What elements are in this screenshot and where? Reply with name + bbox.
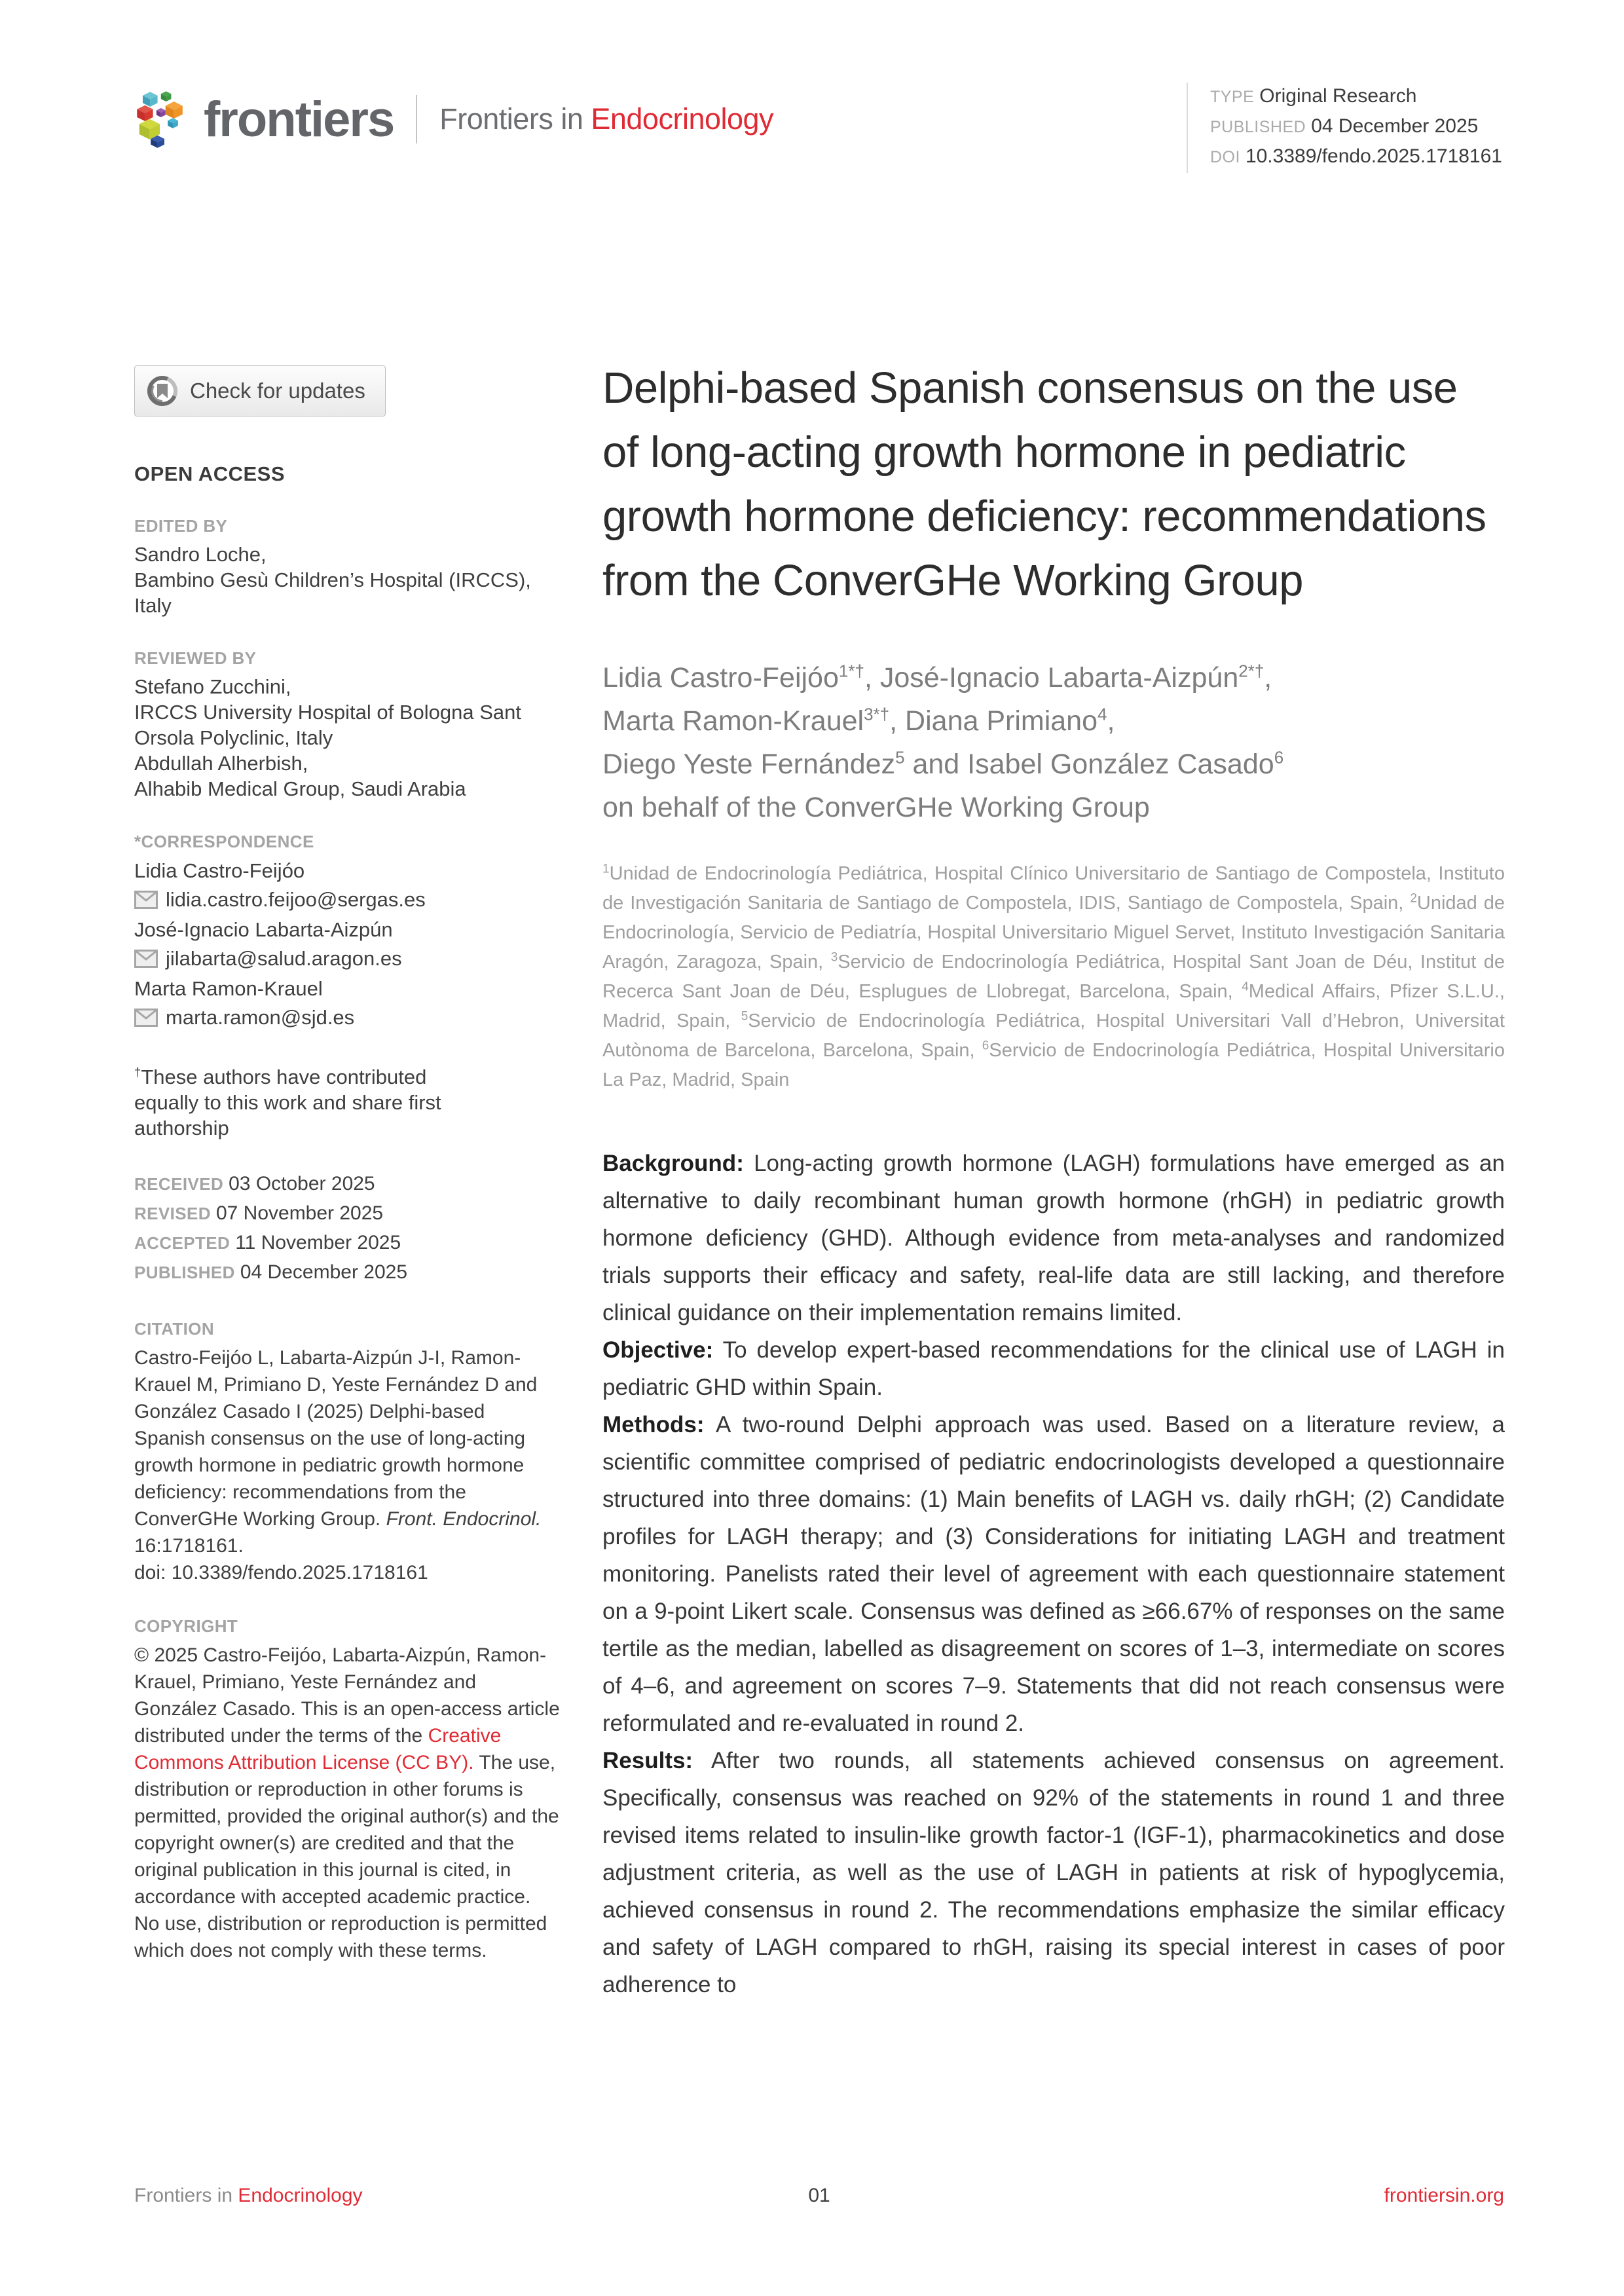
journal-name-red: Endocrinology (591, 102, 774, 136)
citation-label: CITATION (134, 1319, 215, 1339)
copyright-text (134, 1642, 560, 1964)
meta-type-value: Original Research (1259, 85, 1417, 107)
background-label: Background: (602, 1151, 744, 1176)
crossmark-icon (147, 375, 178, 407)
affiliations: $^1$Unidad de Endocrinología Pediátrica, Hospital Clínico Universitario de Santiago de Compostela, Instituto de Investigación Sanitaria de Santiago de Compostela, IDIS, Santiago de Compostela, Spain, $^2$Unidad de Endocrinología, Servicio de Pediatría, Hospital Universitario Miguel Servet, Instituto Investigación Sanitaria Aragón, Zaragoza, Spain, $^3$Servicio de Endocrinología Pediátrica, Hospital Sant Joan de Déu, Institut de Recerca Sant Joan de Déu, Esplugues de Llobregat, Barcelona, Spain, $^4$Medical Affairs, Pfizer S.L.U., Madrid, Spain, $^5$Servicio de Endocrinología Pediátrica, Hospital Universitari Vall d’Hebron, Universitat Autònoma de Barcelona, Barcelona, Spain, $^6$Servicio de Endocrinología Pediátrica, Hospital Universitario La Paz, Madrid, Spain (602, 862, 1505, 1090)
frontiers-logo-word: frontiers (204, 91, 394, 147)
citation-body: Castro-Feijóo L, Labarta-Aizpún J-I, Ramon-Krauel M, Primiano D, Yeste Fernández D and González Casado I (2025) Delphi-based Spanish consensus on the use of long-acting growth hormone in pediatric growth hormone deficiency: recommendations from the ConverGHe Working Group. (134, 1347, 538, 1530)
reviewer-entry (134, 674, 560, 750)
meta-type-label: TYPE (1209, 88, 1255, 106)
history-row (134, 1259, 560, 1289)
meta-doi-label: DOI (1209, 148, 1240, 166)
received-label: RECEIVED (134, 1174, 224, 1194)
correspondent-email-row[interactable] (134, 885, 560, 915)
copyright-section (134, 1616, 560, 1964)
reviewer-affiliation: Alhabib Medical Group, Saudi Arabia (134, 777, 466, 800)
edited-by-label: EDITED BY (134, 516, 228, 536)
dagger-symbol: † (134, 1065, 141, 1079)
article-title: Delphi-based Spanish consensus on the use of long-acting growth hormone in pediatric growth hormone deficiency: recommendations from the ConverGHe Working Group (602, 363, 1486, 605)
results-label: Results: (602, 1748, 693, 1773)
published-label: PUBLISHED (134, 1263, 235, 1282)
journal-name (439, 102, 773, 136)
correspondent-name: Marta Ramon-Krauel (134, 977, 323, 1000)
equal-contribution-note (134, 1064, 488, 1141)
correspondent-email-row[interactable] (134, 1003, 560, 1033)
meta-type-row (1210, 83, 1502, 113)
page-number: 01 (808, 2185, 830, 2206)
edited-by-entry (134, 542, 560, 618)
copyright-label: COPYRIGHT (134, 1616, 238, 1636)
envelope-icon (134, 950, 158, 968)
revised-date: 07 November 2025 (215, 1202, 384, 1224)
published-date: 04 December 2025 (240, 1261, 408, 1283)
author-line: Diego Yeste Fernández$^5$ and Isabel González Casado$^6$ (602, 747, 1284, 780)
abstract (602, 1145, 1505, 2003)
equal-contribution-text: These authors have contributed equally to this work and share first authorship (134, 1065, 441, 1139)
results-text: After two rounds, all statements achieved consensus on agreement. Specifically, consensus was reached on 92% of the statements in round 1 and three revised items related to insulin-like growth factor-1 (IGF-1), pharmacokinetics and dose adjustment criteria, as well as the use of LAGH in patients at risk of hypoglycemia, achieved consensus in round 2. The recommendations emphasize the similar efficacy and safety of LAGH compared to rhGH, raising its special interest in cases of poor adherence to (602, 1748, 1505, 1997)
accepted-label: ACCEPTED (134, 1233, 231, 1253)
journal-name-prefix: Frontiers in (439, 102, 591, 136)
correspondent-email-row[interactable] (134, 944, 560, 974)
footer-journal-name (134, 2185, 363, 2207)
frontiersin-org-link[interactable]: frontiersin.org (1384, 2185, 1504, 2206)
envelope-icon (134, 891, 158, 909)
correspondent-email[interactable]: lidia.castro.feijoo@sergas.es (166, 888, 426, 911)
reviewed-by-label: REVIEWED BY (134, 648, 257, 668)
journal-header (134, 86, 773, 152)
footer-journal-red: Endocrinology (238, 2185, 363, 2206)
check-for-updates-button[interactable] (134, 365, 386, 417)
received-date: 03 October 2025 (229, 1173, 375, 1194)
meta-published-row (1210, 113, 1502, 143)
abstract-methods (602, 1406, 1505, 1742)
frontiers-cubes-logo-icon (134, 86, 194, 152)
author-line: Marta Ramon-Krauel$^{3*\dagger}$, Diana Primiano$^4$, (602, 704, 1115, 737)
meta-doi-value: 10.3389/fendo.2025.1718161 (1245, 145, 1502, 167)
reviewer-name: Stefano Zucchini, (134, 675, 291, 698)
article-meta-block (1187, 83, 1502, 173)
article-main-column (602, 356, 1505, 2003)
correspondent-email[interactable]: jilabarta@salud.aragon.es (166, 947, 402, 970)
author-list (602, 656, 1505, 829)
copyright-post: The use, distribution or reproduction in other forums is permitted, provided the original author(s) and the copyright owner(s) are credited and that the original publication in this journal is cited, in accordance with accepted academic practice. No use, distribution or reproduction is permitted which does not comply with these terms. (134, 1752, 559, 1961)
abstract-results (602, 1742, 1505, 2003)
abstract-objective (602, 1331, 1505, 1406)
objective-label: Objective: (602, 1337, 714, 1363)
author-line: on behalf of the ConverGHe Working Group (602, 792, 1150, 823)
correspondence-label: *CORRESPONDENCE (134, 832, 314, 851)
cc-by-license-link[interactable]: Creative Commons Attribution License (CC BY). (134, 1725, 502, 1773)
citation-volume: 16:1718161. (134, 1535, 244, 1557)
reviewed-by-section (134, 648, 560, 802)
meta-published-value: 04 December 2025 (1311, 115, 1479, 137)
reviewer-entry (134, 750, 560, 802)
reviewer-name: Abdullah Alherbish, (134, 752, 308, 775)
editor-name: Sandro Loche, (134, 543, 267, 566)
left-sidebar (134, 365, 560, 1964)
header-divider (416, 95, 417, 143)
article-history (134, 1171, 560, 1289)
correspondence-entry (134, 916, 560, 974)
author-line: Lidia Castro-Feijóo$^{1*\dagger}$, José-Ignacio Labarta-Aizpún$^{2*\dagger}$, (602, 661, 1272, 694)
history-row (134, 1171, 560, 1200)
correspondent-name: José-Ignacio Labarta-Aizpún (134, 918, 393, 941)
meta-doi-row (1210, 143, 1502, 173)
correspondence-entry (134, 975, 560, 1033)
reviewer-affiliation: IRCCS University Hospital of Bologna Sant Orsola Polyclinic, Italy (134, 701, 521, 749)
correspondent-name: Lidia Castro-Feijóo (134, 859, 305, 882)
meta-published-label: PUBLISHED (1209, 118, 1306, 136)
footer-journal-prefix: Frontiers in (134, 2185, 238, 2206)
background-text: Long-acting growth hormone (LAGH) formulations have emerged as an alternative to daily recombinant human growth hormone (rhGH) in pediatric growth hormone deficiency (GHD). Although evidence from meta-analyses and randomized trials supports their efficacy and safety, real-life data are still lacking, and therefore clinical guidance on their implementation remains limited. (602, 1151, 1505, 1325)
citation-text (134, 1344, 560, 1586)
copyright-pre: © 2025 Castro-Feijóo, Labarta-Aizpún, Ramon-Krauel, Primiano, Yeste Fernández and González Casado. This is an open-access article distributed under the terms of the (134, 1644, 560, 1747)
abstract-background (602, 1145, 1505, 1331)
correspondence-section (134, 832, 560, 1033)
correspondent-email[interactable]: marta.ramon@sjd.es (166, 1006, 355, 1029)
history-row (134, 1200, 560, 1230)
citation-journal: Front. Endocrinol. (386, 1508, 542, 1530)
edited-by-section (134, 516, 560, 618)
history-row (134, 1230, 560, 1259)
accepted-date: 11 November 2025 (235, 1232, 401, 1253)
envelope-icon (134, 1009, 158, 1027)
objective-text: To develop expert-based recommendations for the clinical use of LAGH in pediatric GHD within Spain. (602, 1337, 1505, 1400)
revised-label: REVISED (134, 1204, 211, 1223)
check-for-updates-label: Check for updates (190, 379, 365, 403)
citation-section (134, 1319, 560, 1586)
citation-doi: doi: 10.3389/fendo.2025.1718161 (134, 1562, 428, 1583)
methods-label: Methods: (602, 1412, 705, 1437)
open-access-heading: OPEN ACCESS (134, 462, 286, 485)
editor-affiliation: Bambino Gesù Children’s Hospital (IRCCS), Italy (134, 568, 531, 617)
correspondence-entry (134, 857, 560, 915)
methods-text: A two-round Delphi approach was used. Based on a literature review, a scientific committee comprised of pediatric endocrinologists developed a questionnaire structured into three domains: (1) Main benefits of LAGH vs. daily rhGH; (2) Candidate profiles for LAGH therapy; and (3) Considerations for initiating LAGH and treatment monitoring. Panelists rated their level of agreement with each questionnaire statement on a 9-point Likert scale. Consensus was defined as ≥66.67% of responses on the same tertile as the median, labelled as disagreement on scores of 1–3, intermediate on scores of 4–6, and agreement on scores 7–9. Statements that did not reach consensus were reformulated and re-evaluated in round 2. (602, 1412, 1505, 1736)
